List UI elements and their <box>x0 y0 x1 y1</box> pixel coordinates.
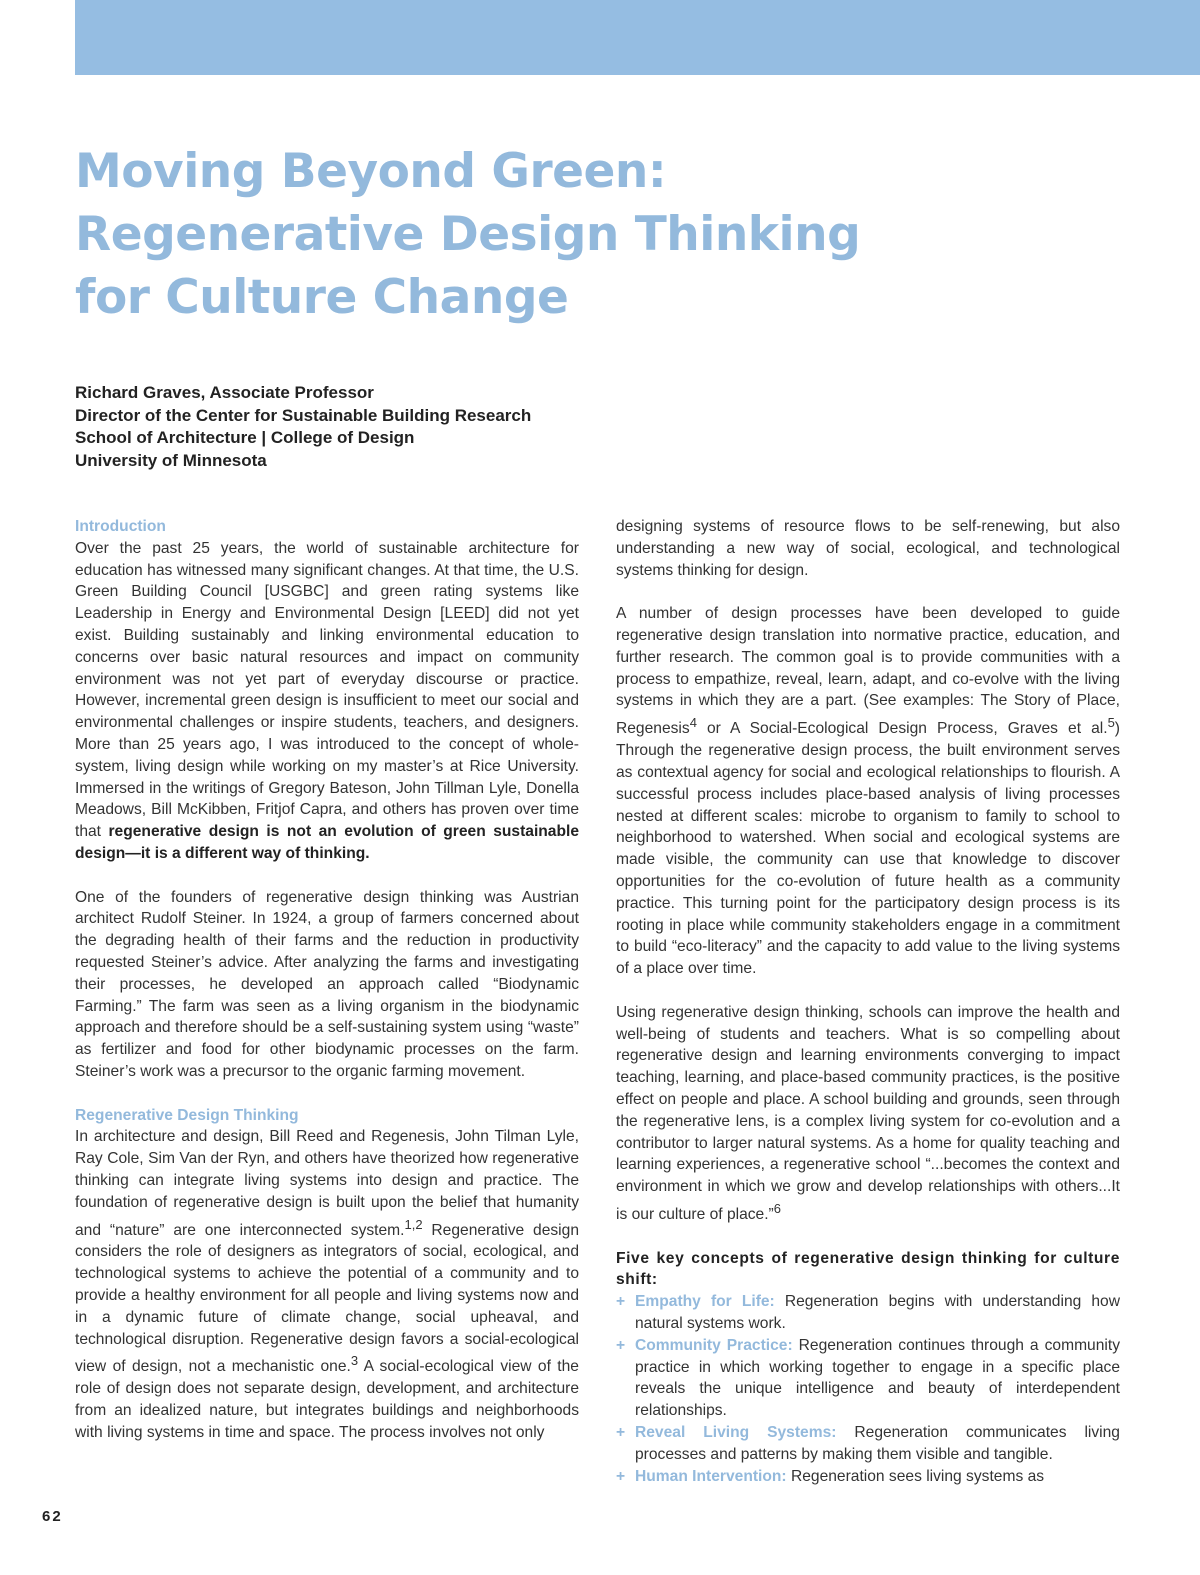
concept-text: Regeneration begins with understanding how natural systems work. <box>635 1293 1120 1333</box>
right-p2-part-b: or A Social-Ecological Design Process, Graves et al. <box>696 720 1108 738</box>
title-line-3: for Culture Change <box>75 270 569 325</box>
concepts-heading: Five key concepts of regenerative design thinking for culture shift: <box>616 1249 1120 1289</box>
page-number: 62 <box>42 1508 63 1525</box>
plus-icon: + <box>616 1293 626 1311</box>
right-paragraph-1: designing systems of resource flows to be self-renewing, but also understanding a new way of social, ecological, and technological systems thinking for design. <box>616 518 1120 579</box>
right-p3-text: Using regenerative design thinking, schools can improve the health and well-being of students and teachers. What is so compelling about regenerative design and learning environments converging to impact teaching, learning, and place-based community practices, is the positive effect on people and place. A school building and grounds, seen through the regenerative lens, is a complex living system for co-evolution and a contributor to larger natural systems. As a home for quality teaching and learning experiences, a regenerative school “...becomes the context and environment in which we grow and develop relationships with others...It is our culture of place.” <box>616 1003 1120 1224</box>
concept-text: Regeneration communicates living processes and patterns by making them visible and tangible. <box>635 1424 1120 1463</box>
right-paragraph-3 <box>616 1002 1120 1226</box>
footnote-ref-4: 4 <box>689 715 697 731</box>
rdt-p1-part-b: Regenerative design considers the role of designers as integrators of social, ecological, and technological systems to achieve the potential of a community and to provide a healthy environment for all people and living systems now and in a dynamic future of climate change, social upheaval, and technological disruption. Regenerative design favors a social-ecological view of design, not a mechanistic one. <box>75 1221 579 1376</box>
author-name: Richard Graves, Associate Professor <box>75 383 374 402</box>
left-column <box>75 516 579 1444</box>
right-column <box>616 516 1120 1487</box>
footnote-ref-1-2: 1,2 <box>404 1216 423 1232</box>
header-banner <box>75 0 1200 75</box>
concept-term: Community Practice: <box>635 1336 793 1354</box>
right-paragraph-2 <box>616 603 1120 980</box>
intro-p1-text: Over the past 25 years, the world of sustainable architecture for education has witnessed many significant changes. At that time, the U.S. Green Building Council [USGBC] and green rating systems like Leadership in Energy and Environmental Design [LEED] did not yet exist. Building sustainably and linking environmental education to concerns over basic natural resources and impact on community environment was not yet part of everyday discourse or practice. However, incremental green design is insufficient to meet our social and environmental challenges or inspire students, teachers, and designers. More than 25 years ago, I was introduced to the concept of whole-system, living design while working on my master’s at Rice University. Immersed in the writings of Gregory Bateson, John Tillman Lyle, Donella Meadows, Bill McKibben, Fritjof Capra, and others has proven over time that <box>75 539 579 841</box>
concepts-list <box>616 1291 1120 1487</box>
concept-term: Empathy for Life: <box>635 1293 775 1311</box>
section-heading-introduction: Introduction <box>75 518 166 535</box>
title-line-1: Moving Beyond Green: <box>75 144 667 199</box>
concept-term: Reveal Living Systems: <box>635 1424 837 1442</box>
list-item <box>616 1422 1120 1466</box>
rdt-paragraph-1 <box>75 1126 579 1444</box>
plus-icon: + <box>616 1467 626 1485</box>
footnote-ref-6: 6 <box>773 1200 781 1216</box>
intro-paragraph-2: One of the founders of regenerative design thinking was Austrian architect Rudolf Steiner. In 1924, a group of farmers concerned about the degrading health of their farms and the reduction in productivity requested Steiner’s advice. After analyzing the farms and investigating their processes, he developed an approach called “Biodynamic Farming.” The farm was seen as a living organism in the biodynamic approach and therefore should be a self-sustaining system using “waste” as fertilizer and food for other biodynamic processes on the farm. Steiner’s work was a precursor to the organic farming movement. <box>75 888 579 1080</box>
right-p2-part-a: A number of design processes have been developed to guide regenerative design translation into normative practice, education, and further research. The common goal is to provide communities with a process to empathize, reveal, learn, adapt, and co-evolve with the living systems in which they are a part. (See examples: The Story of Place, Regenesis <box>616 605 1120 738</box>
footnote-ref-5: 5 <box>1107 715 1115 731</box>
list-item <box>616 1335 1120 1422</box>
rdt-p1-part-c: A social-ecological view of the role of design does not separate design, development, and architecture from an idealized nature, but integrates buildings and neighborhoods with living systems in time and space. The process involves not only <box>75 1358 579 1442</box>
concept-text: Regeneration continues through a community practice in which working together to engage in a specific place reveals the unique intelligence and beauty of interdependent relationships. <box>635 1336 1120 1420</box>
footnote-ref-3: 3 <box>350 1353 359 1369</box>
list-item <box>616 1291 1120 1335</box>
intro-paragraph-1 <box>75 538 579 865</box>
concept-text: Regeneration sees living systems as <box>786 1467 1045 1485</box>
plus-icon: + <box>616 1424 626 1442</box>
section-heading-rdt: Regenerative Design Thinking <box>75 1106 299 1124</box>
concept-term: Human Intervention: <box>635 1467 787 1485</box>
author-university: University of Minnesota <box>75 450 267 470</box>
rdt-p1-part-a: In architecture and design, Bill Reed and Regenesis, John Tilman Lyle, Ray Cole, Sim Van der Ryn, and others have theorized how regenerative thinking can integrate living systems into design and practice. The foundation of regenerative design is built upon the belief that humanity and “nature” are one interconnected system. <box>75 1128 579 1239</box>
intro-p1-bold: regenerative design is not an evolution of green sustainable design—it is a different way of thinking. <box>75 823 579 862</box>
author-school: School of Architecture | College of Design <box>75 428 415 447</box>
title-line-2: Regenerative Design Thinking <box>75 207 861 262</box>
author-role: Director of the Center for Sustainable Building Research <box>75 405 532 425</box>
list-item <box>616 1466 1120 1488</box>
page-title <box>75 140 935 329</box>
author-block <box>75 382 775 472</box>
right-p2-part-c: ) Through the regenerative design process, the built environment serves as contextual agency for social and ecological relationships to flourish. A successful process includes place-based analysis of living processes nested at different scales: microbe to organism to family to school to neighborhood to watershed. When social and ecological systems are made visible, the community can use that knowledge to discover opportunities for the co-evolution of future health as a community practice. This turning point for the participatory design process is its rooting in place while community stakeholders engage in a commitment to build “eco-literacy” and the capacity to add value to the living systems of a place over time. <box>616 720 1120 978</box>
plus-icon: + <box>616 1336 626 1354</box>
